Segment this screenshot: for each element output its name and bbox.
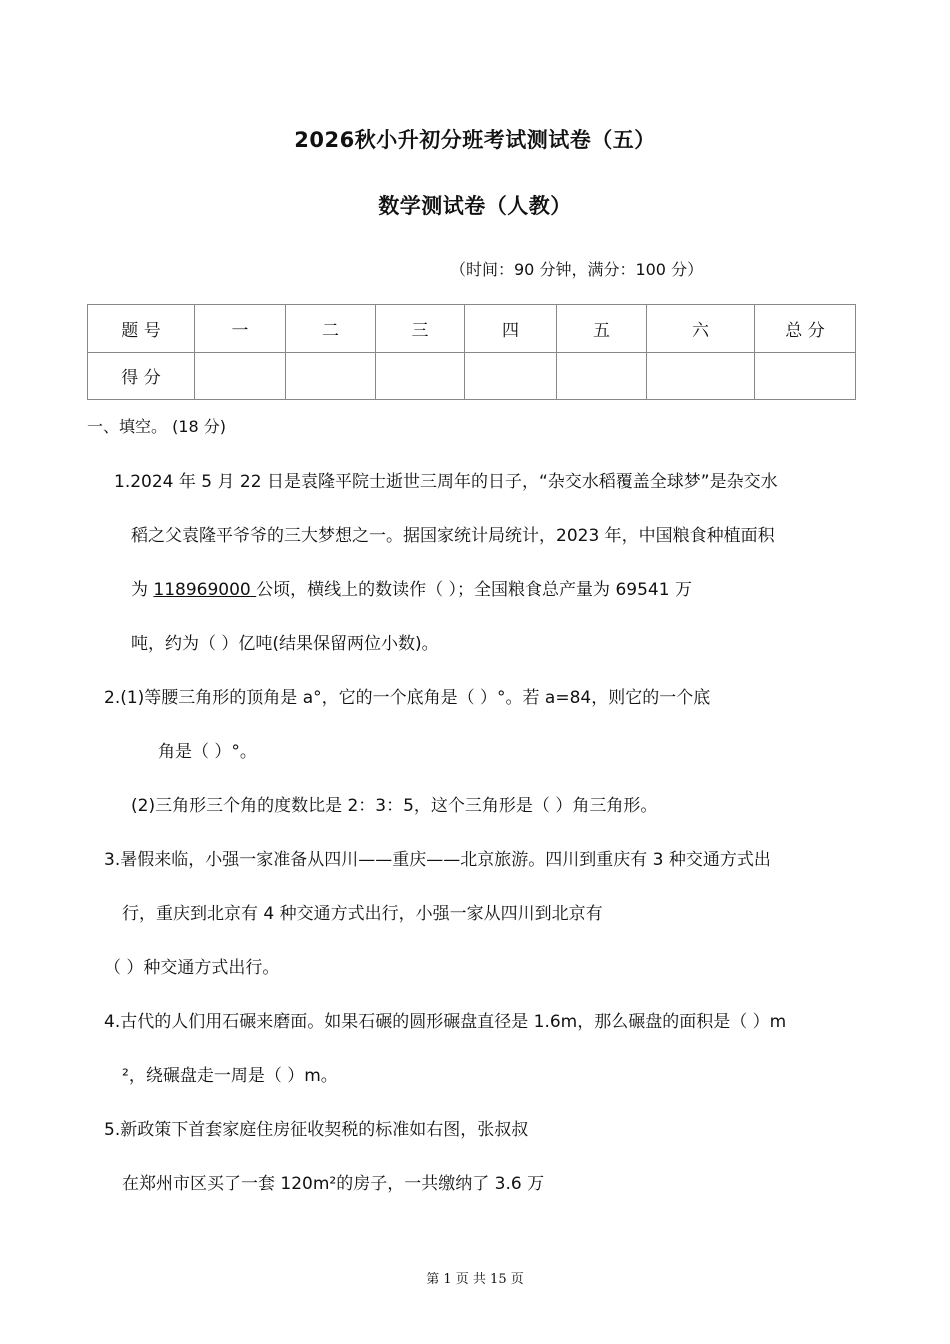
score-row-label: 得 分 [88,352,195,400]
q2-line-2: 角是（ ）°。 [158,742,257,762]
q2-line-1: 2.(1)等腰三角形的顶角是 a°，它的一个底角是（ ）°。若 a=84，则它的一个底 [104,688,711,708]
score-cell-6[interactable] [647,352,755,400]
score-cell-1[interactable] [195,352,286,400]
q3-line-1: 3.暑假来临，小强一家准备从四川——重庆——北京旅游。四川到重庆有 3 种交通方式出 [104,850,771,870]
header-cell-1: 一 [195,305,286,353]
score-table [87,304,856,400]
q4-line-2: ²，绕碾盘走一周是（ ）m。 [122,1066,338,1086]
score-cell-5[interactable] [557,352,647,400]
q5-line-1: 5.新政策下首套家庭住房征收契税的标准如右图，张叔叔 [104,1120,529,1140]
header-cell-2: 二 [286,305,376,353]
header-cell-6: 六 [647,305,755,353]
q1-line-3-rest: 公顷，横线上的数读作（ ）；全国粮食总产量为 69541 万 [256,580,692,600]
time-info: （时间：90 分钟，满分：100 分） [450,260,704,279]
header-cell-4: 四 [465,305,557,353]
header-cell-label: 题 号 [88,305,195,353]
score-cell-total[interactable] [755,352,856,400]
header-cell-5: 五 [557,305,647,353]
q1-line-1: 1.2024 年 5 月 22 日是袁隆平院士逝世三周年的日子，“杂交水稻覆盖全球梦”是杂交水 [114,472,778,492]
q2-line-3: (2)三角形三个角的度数比是 2：3：5，这个三角形是（ ）角三角形。 [131,796,658,816]
section-heading: 一、填空。 (18 分) [87,417,227,436]
q5-line-2: 在郑州市区买了一套 120m²的房子，一共缴纳了 3.6 万 [122,1174,545,1194]
score-table-header-row [88,305,856,353]
header-cell-total: 总 分 [755,305,856,353]
score-table-score-row [88,352,856,400]
q1-line-2: 稻之父袁隆平爷爷的三大梦想之一。据国家统计局统计，2023 年，中国粮食种植面积 [131,526,775,546]
q1-line-3 [131,575,692,600]
exam-subtitle: 数学测试卷（人教） [378,194,572,218]
q1-line-3-prefix: 为 [131,580,154,600]
q4-line-1: 4.古代的人们用石碾来磨面。如果石碾的圆形碾盘直径是 1.6m，那么碾盘的面积是（ ）m [104,1012,787,1032]
exam-title: 2026秋小升初分班考试测试卷（五） [294,128,656,152]
score-cell-2[interactable] [286,352,376,400]
q1-line-4: 吨，约为（ ）亿吨(结果保留两位小数)。 [131,634,439,654]
q3-line-2: 行，重庆到北京有 4 种交通方式出行，小强一家从四川到北京有 [122,904,603,924]
score-cell-4[interactable] [465,352,557,400]
header-cell-3: 三 [376,305,465,353]
underlined-number: 118969000 [153,580,257,600]
score-cell-3[interactable] [376,352,465,400]
q3-line-3: （ ）种交通方式出行。 [104,958,280,978]
page-footer: 第 1 页 共 15 页 [426,1272,524,1287]
